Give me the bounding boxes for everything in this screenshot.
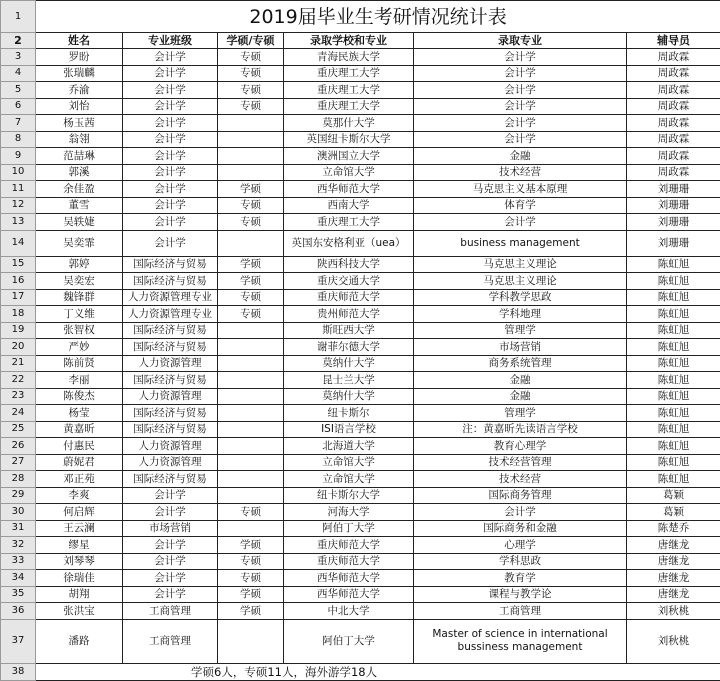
table-title[interactable]: 2019届毕业生考研情况统计表 [36, 1, 720, 33]
row-number[interactable]: 11 [1, 181, 36, 198]
major-cell[interactable]: 心理学 [414, 537, 627, 554]
school-cell[interactable]: 纽卡斯尔 [284, 405, 414, 422]
row-number[interactable]: 2 [1, 33, 36, 49]
degree-cell[interactable] [218, 454, 284, 471]
class-cell[interactable]: 会计学 [123, 49, 218, 66]
row-number[interactable]: 4 [1, 65, 36, 82]
table-row [1, 355, 720, 372]
row-number[interactable]: 30 [1, 504, 36, 521]
name-cell[interactable]: 杨玉茜 [36, 115, 123, 132]
school-cell[interactable]: 重庆理工大学 [284, 214, 414, 231]
row-number[interactable]: 35 [1, 586, 36, 603]
row-number[interactable]: 17 [1, 289, 36, 306]
name-cell[interactable]: 吴奕霏 [36, 230, 123, 256]
class-cell[interactable]: 国际经济与贸易 [123, 421, 218, 438]
school-cell[interactable]: 莫纳什大学 [284, 388, 414, 405]
major-cell[interactable]: 管理学 [414, 405, 627, 422]
school-cell[interactable]: 阿伯丁大学 [284, 520, 414, 537]
major-cell[interactable]: 学科思政 [414, 553, 627, 570]
school-cell[interactable]: 西南大学 [284, 197, 414, 214]
class-cell[interactable]: 会计学 [123, 181, 218, 198]
name-cell[interactable]: 刘怡 [36, 98, 123, 115]
advisor-cell[interactable]: 陈虹旭 [627, 273, 720, 290]
name-cell[interactable]: 徐瑞佳 [36, 570, 123, 587]
degree-cell[interactable]: 专硕 [218, 197, 284, 214]
degree-cell[interactable]: 专硕 [218, 82, 284, 99]
table-row [1, 487, 720, 504]
degree-cell[interactable]: 学硕 [218, 273, 284, 290]
row-number[interactable]: 16 [1, 273, 36, 290]
degree-cell[interactable] [218, 322, 284, 339]
row-number[interactable]: 5 [1, 82, 36, 99]
degree-cell[interactable]: 专硕 [218, 504, 284, 521]
advisor-cell[interactable]: 陈虹旭 [627, 438, 720, 455]
table-row [1, 520, 720, 537]
advisor-cell[interactable]: 陈虹旭 [627, 388, 720, 405]
header-degree[interactable]: 学硕/专硕 [218, 33, 284, 49]
table-row [1, 339, 720, 356]
degree-cell[interactable]: 学硕 [218, 256, 284, 273]
row-number[interactable]: 32 [1, 537, 36, 554]
name-cell[interactable]: 李丽 [36, 372, 123, 389]
name-cell[interactable]: 胡翔 [36, 586, 123, 603]
school-cell[interactable]: 西华师范大学 [284, 570, 414, 587]
row-number[interactable]: 38 [1, 663, 36, 680]
school-cell[interactable]: 阿伯丁大学 [284, 619, 414, 663]
degree-cell[interactable] [218, 339, 284, 356]
row-number[interactable]: 25 [1, 421, 36, 438]
row-number[interactable]: 36 [1, 603, 36, 620]
major-cell[interactable]: 技术经营 [414, 164, 627, 181]
school-cell[interactable]: 重庆理工大学 [284, 82, 414, 99]
advisor-cell[interactable]: 刘秋桃 [627, 619, 720, 663]
advisor-cell[interactable]: 陈虹旭 [627, 256, 720, 273]
major-cell[interactable]: 国际商务和金融 [414, 520, 627, 537]
name-cell[interactable]: 吴轶婕 [36, 214, 123, 231]
school-cell[interactable]: 英国纽卡斯尔大学 [284, 131, 414, 148]
class-cell[interactable]: 人力资源管理 [123, 355, 218, 372]
advisor-cell[interactable]: 刘珊珊 [627, 197, 720, 214]
class-cell[interactable]: 会计学 [123, 98, 218, 115]
row-number[interactable]: 6 [1, 98, 36, 115]
class-cell[interactable]: 会计学 [123, 131, 218, 148]
school-cell[interactable]: 重庆师范大学 [284, 537, 414, 554]
school-cell[interactable]: 重庆师范大学 [284, 289, 414, 306]
degree-cell[interactable]: 专硕 [218, 570, 284, 587]
degree-cell[interactable] [218, 405, 284, 422]
row-number[interactable]: 19 [1, 322, 36, 339]
name-cell[interactable]: 王云澜 [36, 520, 123, 537]
row-number[interactable]: 34 [1, 570, 36, 587]
row-number[interactable]: 10 [1, 164, 36, 181]
advisor-cell[interactable]: 陈虹旭 [627, 405, 720, 422]
table-row [1, 98, 720, 115]
name-cell[interactable]: 黄嘉昕 [36, 421, 123, 438]
header-name[interactable]: 姓名 [36, 33, 123, 49]
major-cell[interactable]: 学科地理 [414, 306, 627, 323]
advisor-cell[interactable]: 陈虹旭 [627, 372, 720, 389]
table-row [1, 65, 720, 82]
advisor-cell[interactable]: 唐继龙 [627, 553, 720, 570]
advisor-cell[interactable]: 刘珊珊 [627, 230, 720, 256]
major-cell[interactable]: 教育心理学 [414, 438, 627, 455]
major-cell[interactable]: 课程与教学论 [414, 586, 627, 603]
advisor-cell[interactable]: 唐继龙 [627, 570, 720, 587]
advisor-cell[interactable]: 刘珊珊 [627, 181, 720, 198]
school-cell[interactable]: 纽卡斯尔大学 [284, 487, 414, 504]
class-cell[interactable]: 会计学 [123, 148, 218, 165]
degree-cell[interactable] [218, 148, 284, 165]
row-number[interactable]: 12 [1, 197, 36, 214]
row-number[interactable]: 1 [1, 1, 36, 33]
major-cell[interactable]: 金融 [414, 148, 627, 165]
major-cell[interactable]: 工商管理 [414, 603, 627, 620]
row-number[interactable]: 8 [1, 131, 36, 148]
advisor-cell[interactable]: 周政霖 [627, 148, 720, 165]
row-number[interactable]: 7 [1, 115, 36, 132]
row-number[interactable]: 22 [1, 372, 36, 389]
degree-cell[interactable] [218, 421, 284, 438]
name-cell[interactable]: 张瑞麟 [36, 65, 123, 82]
advisor-cell[interactable]: 陈虹旭 [627, 339, 720, 356]
major-cell[interactable]: 管理学 [414, 322, 627, 339]
class-cell[interactable]: 国际经济与贸易 [123, 339, 218, 356]
class-cell[interactable]: 工商管理 [123, 603, 218, 620]
advisor-cell[interactable]: 陈虹旭 [627, 471, 720, 488]
class-cell[interactable]: 会计学 [123, 570, 218, 587]
name-cell[interactable]: 丁义维 [36, 306, 123, 323]
class-cell[interactable]: 会计学 [123, 164, 218, 181]
school-cell[interactable]: 重庆理工大学 [284, 98, 414, 115]
name-cell[interactable]: 付惠民 [36, 438, 123, 455]
table-row [1, 181, 720, 198]
school-cell[interactable]: 澳洲国立大学 [284, 148, 414, 165]
degree-cell[interactable] [218, 471, 284, 488]
degree-cell[interactable]: 学硕 [218, 181, 284, 198]
advisor-cell[interactable]: 陈虹旭 [627, 322, 720, 339]
class-cell[interactable]: 人力资源管理 [123, 388, 218, 405]
table-row [1, 421, 720, 438]
row-number[interactable]: 31 [1, 520, 36, 537]
degree-cell[interactable]: 专硕 [218, 289, 284, 306]
class-cell[interactable]: 会计学 [123, 197, 218, 214]
class-cell[interactable]: 人力资源管理 [123, 438, 218, 455]
row-number[interactable]: 33 [1, 553, 36, 570]
table-row [1, 372, 720, 389]
school-cell[interactable]: 西华师范大学 [284, 181, 414, 198]
major-cell[interactable]: 体育学 [414, 197, 627, 214]
name-cell[interactable]: 邓正苑 [36, 471, 123, 488]
degree-cell[interactable]: 学硕 [218, 603, 284, 620]
name-cell[interactable]: 魏锋群 [36, 289, 123, 306]
class-cell[interactable]: 会计学 [123, 504, 218, 521]
advisor-cell[interactable]: 刘珊珊 [627, 214, 720, 231]
degree-cell[interactable]: 专硕 [218, 214, 284, 231]
degree-cell[interactable]: 专硕 [218, 553, 284, 570]
row-number[interactable]: 18 [1, 306, 36, 323]
table-row [1, 115, 720, 132]
school-cell[interactable]: 青海民族大学 [284, 49, 414, 66]
table-row [1, 570, 720, 587]
table-row [1, 230, 720, 256]
major-cell[interactable]: 会计学 [414, 214, 627, 231]
school-cell[interactable]: 英国东安格利亚（uea） [284, 230, 414, 256]
table-row [1, 438, 720, 455]
name-cell[interactable]: 张智权 [36, 322, 123, 339]
class-cell[interactable]: 国际经济与贸易 [123, 256, 218, 273]
advisor-cell[interactable]: 刘秋桃 [627, 603, 720, 620]
degree-cell[interactable]: 专硕 [218, 98, 284, 115]
class-cell[interactable]: 会计学 [123, 553, 218, 570]
advisor-cell[interactable]: 周政霖 [627, 49, 720, 66]
class-cell[interactable]: 人力资源管理专业 [123, 306, 218, 323]
name-cell[interactable]: 严妙 [36, 339, 123, 356]
advisor-cell[interactable]: 周政霖 [627, 82, 720, 99]
name-cell[interactable]: 杨莹 [36, 405, 123, 422]
name-cell[interactable]: 李爽 [36, 487, 123, 504]
row-number[interactable]: 3 [1, 49, 36, 66]
row-number[interactable]: 20 [1, 339, 36, 356]
row-number[interactable]: 24 [1, 405, 36, 422]
major-cell[interactable]: Master of science in international bussiness management [414, 619, 627, 663]
table-row [1, 388, 720, 405]
school-cell[interactable]: 昆士兰大学 [284, 372, 414, 389]
row-number[interactable]: 21 [1, 355, 36, 372]
school-cell[interactable]: 谢菲尔德大学 [284, 339, 414, 356]
major-cell[interactable]: 会计学 [414, 115, 627, 132]
major-cell[interactable]: 会计学 [414, 98, 627, 115]
table-row [1, 306, 720, 323]
school-cell[interactable]: 斯旺西大学 [284, 322, 414, 339]
class-cell[interactable]: 会计学 [123, 82, 218, 99]
school-cell[interactable]: 立命馆大学 [284, 164, 414, 181]
class-cell[interactable]: 会计学 [123, 586, 218, 603]
table-row [1, 131, 720, 148]
school-cell[interactable]: 重庆交通大学 [284, 273, 414, 290]
class-cell[interactable]: 国际经济与贸易 [123, 273, 218, 290]
table-row [1, 256, 720, 273]
advisor-cell[interactable]: 周政霖 [627, 65, 720, 82]
school-cell[interactable]: 陕西科技大学 [284, 256, 414, 273]
class-cell[interactable]: 人力资源管理专业 [123, 289, 218, 306]
name-cell[interactable]: 范喆琳 [36, 148, 123, 165]
class-cell[interactable]: 会计学 [123, 537, 218, 554]
name-cell[interactable]: 董雪 [36, 197, 123, 214]
table-row [1, 405, 720, 422]
advisor-cell[interactable]: 周政霖 [627, 164, 720, 181]
school-cell[interactable]: 莫纳什大学 [284, 355, 414, 372]
class-cell[interactable]: 会计学 [123, 230, 218, 256]
degree-cell[interactable] [218, 372, 284, 389]
advisor-cell[interactable]: 唐继龙 [627, 586, 720, 603]
major-cell[interactable]: 金融 [414, 388, 627, 405]
school-cell[interactable]: 西华师范大学 [284, 586, 414, 603]
school-cell[interactable]: 莫那什大学 [284, 115, 414, 132]
table-row [1, 471, 720, 488]
major-cell[interactable]: 市场营销 [414, 339, 627, 356]
major-cell[interactable]: 教育学 [414, 570, 627, 587]
table-row [1, 454, 720, 471]
degree-cell[interactable] [218, 438, 284, 455]
advisor-cell[interactable]: 周政霖 [627, 131, 720, 148]
name-cell[interactable]: 余佳盈 [36, 181, 123, 198]
table-row [1, 273, 720, 290]
table-row [1, 322, 720, 339]
degree-cell[interactable]: 专硕 [218, 306, 284, 323]
name-cell[interactable]: 潘路 [36, 619, 123, 663]
school-cell[interactable]: 河海大学 [284, 504, 414, 521]
summary-cell[interactable]: 学硕6人，专硕11人，海外游学18人 [36, 663, 720, 680]
name-cell[interactable]: 刘琴琴 [36, 553, 123, 570]
major-cell[interactable]: business management [414, 230, 627, 256]
class-cell[interactable]: 国际经济与贸易 [123, 405, 218, 422]
degree-cell[interactable]: 学硕 [218, 586, 284, 603]
degree-cell[interactable] [218, 230, 284, 256]
table-row [1, 197, 720, 214]
name-cell[interactable]: 何启辉 [36, 504, 123, 521]
school-cell[interactable]: 立命馆大学 [284, 471, 414, 488]
school-cell[interactable]: 重庆师范大学 [284, 553, 414, 570]
title-row [1, 1, 720, 33]
school-cell[interactable]: ISI语言学校 [284, 421, 414, 438]
header-class[interactable]: 专业班级 [123, 33, 218, 49]
major-cell[interactable]: 会计学 [414, 504, 627, 521]
table-row [1, 214, 720, 231]
row-number[interactable]: 13 [1, 214, 36, 231]
table-row [1, 504, 720, 521]
degree-cell[interactable] [218, 487, 284, 504]
table-row [1, 603, 720, 620]
row-number[interactable]: 27 [1, 454, 36, 471]
header-advisor[interactable]: 辅导员 [627, 33, 720, 49]
major-cell[interactable]: 金融 [414, 372, 627, 389]
advisor-cell[interactable]: 陈虹旭 [627, 289, 720, 306]
header-major[interactable]: 录取专业 [414, 33, 627, 49]
school-cell[interactable]: 贵州师范大学 [284, 306, 414, 323]
table-row [1, 164, 720, 181]
major-cell[interactable]: 学科教学思政 [414, 289, 627, 306]
major-cell[interactable]: 技术经营管理 [414, 454, 627, 471]
table-row [1, 619, 720, 663]
table-row [1, 289, 720, 306]
major-cell[interactable]: 商务系统管理 [414, 355, 627, 372]
class-cell[interactable]: 市场营销 [123, 520, 218, 537]
name-cell[interactable]: 翁翎 [36, 131, 123, 148]
degree-cell[interactable] [218, 619, 284, 663]
class-cell[interactable]: 会计学 [123, 115, 218, 132]
table-row [1, 148, 720, 165]
major-cell[interactable]: 技术经营 [414, 471, 627, 488]
row-number[interactable]: 23 [1, 388, 36, 405]
advisor-cell[interactable]: 周政霖 [627, 98, 720, 115]
major-cell[interactable]: 会计学 [414, 131, 627, 148]
degree-cell[interactable] [218, 164, 284, 181]
name-cell[interactable]: 陈前贤 [36, 355, 123, 372]
degree-cell[interactable]: 学硕 [218, 537, 284, 554]
table-row [1, 586, 720, 603]
name-cell[interactable]: 罗盼 [36, 49, 123, 66]
name-cell[interactable]: 张洪宝 [36, 603, 123, 620]
advisor-cell[interactable]: 陈虹旭 [627, 421, 720, 438]
name-cell[interactable]: 蔚妮君 [36, 454, 123, 471]
name-cell[interactable]: 乔渝 [36, 82, 123, 99]
class-cell[interactable]: 工商管理 [123, 619, 218, 663]
row-number[interactable]: 14 [1, 230, 36, 256]
table-row [1, 553, 720, 570]
class-cell[interactable]: 会计学 [123, 214, 218, 231]
name-cell[interactable]: 陈俊杰 [36, 388, 123, 405]
class-cell[interactable]: 会计学 [123, 487, 218, 504]
degree-cell[interactable]: 专硕 [218, 65, 284, 82]
name-cell[interactable]: 吴奕宏 [36, 273, 123, 290]
class-cell[interactable]: 会计学 [123, 65, 218, 82]
header-row [1, 33, 720, 49]
advisor-cell[interactable]: 葛颖 [627, 504, 720, 521]
degree-cell[interactable] [218, 388, 284, 405]
major-cell[interactable]: 马克思主义理论 [414, 256, 627, 273]
advisor-cell[interactable]: 葛颖 [627, 487, 720, 504]
table-row [1, 82, 720, 99]
row-number[interactable]: 29 [1, 487, 36, 504]
row-number[interactable]: 15 [1, 256, 36, 273]
row-number[interactable]: 26 [1, 438, 36, 455]
major-cell[interactable]: 会计学 [414, 82, 627, 99]
name-cell[interactable]: 郭溪 [36, 164, 123, 181]
degree-cell[interactable] [218, 355, 284, 372]
name-cell[interactable]: 郭婷 [36, 256, 123, 273]
school-cell[interactable]: 中北大学 [284, 603, 414, 620]
class-cell[interactable]: 人力资源管理 [123, 454, 218, 471]
advisor-cell[interactable]: 唐继龙 [627, 537, 720, 554]
class-cell[interactable]: 国际经济与贸易 [123, 471, 218, 488]
degree-cell[interactable]: 专硕 [218, 49, 284, 66]
row-number[interactable]: 37 [1, 619, 36, 663]
table-row [1, 49, 720, 66]
school-cell[interactable]: 北海道大学 [284, 438, 414, 455]
name-cell[interactable]: 缪星 [36, 537, 123, 554]
row-number[interactable]: 9 [1, 148, 36, 165]
degree-cell[interactable] [218, 131, 284, 148]
degree-cell[interactable] [218, 520, 284, 537]
major-cell[interactable]: 马克思主义理论 [414, 273, 627, 290]
summary-row [1, 663, 720, 680]
row-number[interactable]: 28 [1, 471, 36, 488]
class-cell[interactable]: 国际经济与贸易 [123, 322, 218, 339]
advisor-cell[interactable]: 陈楚乔 [627, 520, 720, 537]
table-row [1, 537, 720, 554]
advisor-cell[interactable]: 周政霖 [627, 115, 720, 132]
advisor-cell[interactable]: 陈虹旭 [627, 306, 720, 323]
school-cell[interactable]: 重庆理工大学 [284, 65, 414, 82]
advisor-cell[interactable]: 陈虹旭 [627, 355, 720, 372]
major-cell[interactable]: 会计学 [414, 65, 627, 82]
class-cell[interactable]: 国际经济与贸易 [123, 372, 218, 389]
major-cell[interactable]: 注：黄嘉昕先读语言学校 [414, 421, 627, 438]
header-school[interactable]: 录取学校和专业 [284, 33, 414, 49]
school-cell[interactable]: 立命馆大学 [284, 454, 414, 471]
major-cell[interactable]: 马克思主义基本原理 [414, 181, 627, 198]
advisor-cell[interactable]: 陈虹旭 [627, 454, 720, 471]
degree-cell[interactable] [218, 115, 284, 132]
major-cell[interactable]: 会计学 [414, 49, 627, 66]
major-cell[interactable]: 国际商务管理 [414, 487, 627, 504]
